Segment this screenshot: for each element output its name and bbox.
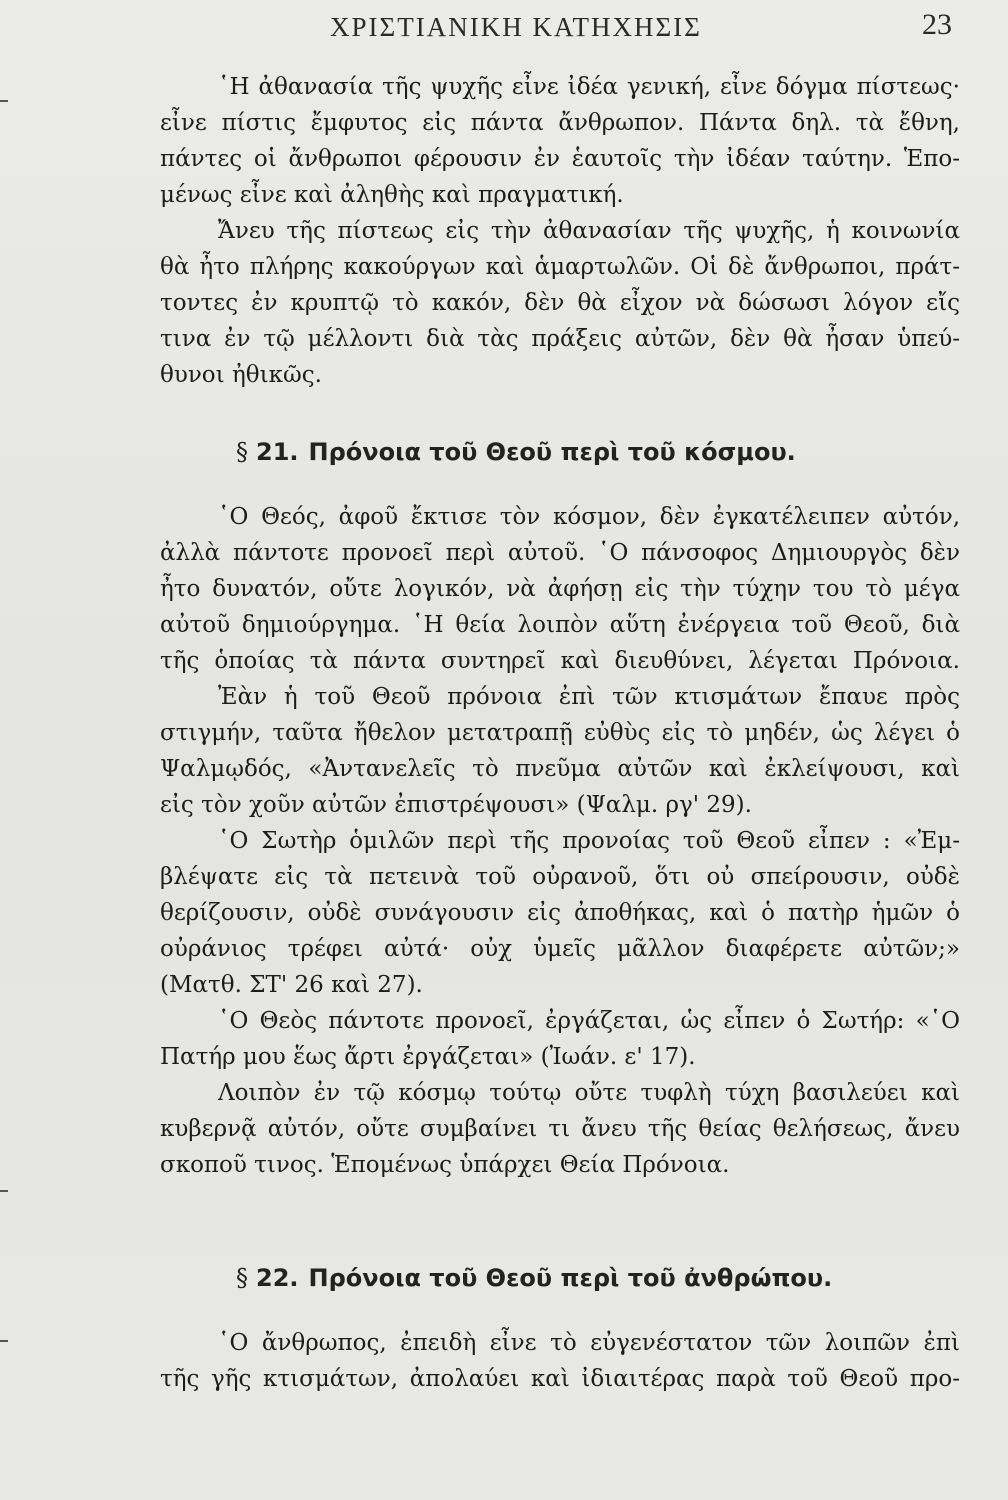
text-line: οὐράνιος τρέφει αὐτά· οὐχ ὑμεῖς μᾶλλον διαφέρετε αὐτῶν;»: [160, 936, 960, 962]
section-heading-21: [236, 432, 936, 472]
section-sign: §: [236, 438, 248, 466]
page-number: 23: [922, 8, 952, 41]
text-line: μένως εἶνε καὶ ἀληθὴς καὶ πραγματική.: [160, 182, 624, 208]
text-line: πάντες οἱ ἄνθρωποι φέρουσιν ἐν ἑαυτοῖς τὴν ἰδέαν ταύτην. Ἑπο-: [160, 146, 960, 172]
text-line: ῾Ο Σωτὴρ ὁμιλῶν περὶ τῆς προνοίας τοῦ Θεοῦ εἶπεν : «Ἐμ-: [218, 828, 960, 854]
running-title: ΧΡΙΣΤΙΑΝΙΚΗ ΚΑΤΗΧΗΣΙΣ: [330, 12, 702, 42]
text-line: τοντες ἐν κρυπτῷ τὸ κακόν, δὲν θὰ εἶχον νὰ δώσωσι λόγον εἴς: [160, 290, 960, 316]
section-title: Πρόνοια τοῦ Θεοῦ περὶ τοῦ κόσμου.: [308, 438, 796, 466]
text-line: εἶνε πίστις ἔμφυτος εἰς πάντα ἄνθρωπον. Πάντα δηλ. τὰ ἔθνη,: [160, 110, 960, 136]
section-number: 21.: [256, 438, 299, 466]
margin-mark: [0, 1190, 8, 1192]
text-line: Ψαλμῳδός, «Ἀντανελεῖς τὸ πνεῦμα αὐτῶν καὶ ἐκλείψουσι, καὶ: [160, 756, 960, 782]
text-line: εἰς τὸν χοῦν αὐτῶν ἐπιστρέψουσι» (Ψαλμ. ργ' 29).: [160, 792, 752, 818]
text-line: στιγμήν, ταῦτα ἤθελον μετατραπῇ εὐθὺς εἰς τὸ μηδέν, ὡς λέγει ὁ: [160, 720, 960, 746]
text-line: ῾Η ἀθανασία τῆς ψυχῆς εἶνε ἰδέα γενική, εἶνε δόγμα πίστεως·: [218, 74, 960, 100]
section-sign: §: [236, 1264, 248, 1292]
text-line: βλέψατε εἰς τὰ πετεινὰ τοῦ οὐρανοῦ, ὅτι οὐ σπείρουσιν, οὐδὲ: [160, 864, 960, 890]
text-line: ἦτο δυνατόν, οὔτε λογικόν, νὰ ἀφήσῃ εἰς τὴν τύχην του τὸ μέγα: [160, 576, 960, 602]
text-line: τῆς γῆς κτισμάτων, ἀπολαύει καὶ ἰδιαιτέρας παρὰ τοῦ Θεοῦ προ-: [160, 1366, 960, 1392]
page-header: [0, 8, 1008, 48]
text-line: σκοποῦ τινος. Ἑπομένως ὑπάρχει Θεία Πρόνοια.: [160, 1152, 730, 1178]
margin-mark: [0, 100, 8, 102]
section-title: Πρόνοια τοῦ Θεοῦ περὶ τοῦ ἀνθρώπου.: [308, 1264, 833, 1292]
text-line: ἀλλὰ πάντοτε προνοεῖ περὶ αὐτοῦ. ῾Ο πάνσοφος Δημιουργὸς δὲν: [160, 540, 960, 566]
text-line: αὐτοῦ δημιούργημα. ῾Η θεία λοιπὸν αὕτη ἐνέργεια τοῦ Θεοῦ, διὰ: [160, 612, 960, 638]
text-line: θυνοι ἠθικῶς.: [160, 362, 322, 388]
section-heading-22: [236, 1258, 936, 1298]
text-line: τινα ἐν τῷ μέλλοντι διὰ τὰς πράξεις αὐτῶν, δὲν θὰ ἦσαν ὑπεύ-: [160, 326, 960, 352]
section-number: 22.: [256, 1264, 299, 1292]
text-line: (Ματθ. ΣΤ' 26 καὶ 27).: [160, 972, 423, 998]
text-line: ῾Ο Θεός, ἀφοῦ ἔκτισε τὸν κόσμον, δὲν ἐγκατέλειπεν αὐτόν,: [218, 504, 960, 530]
text-line: ῾Ο ἄνθρωπος, ἐπειδὴ εἶνε τὸ εὐγενέστατον τῶν λοιπῶν ἐπὶ: [218, 1330, 960, 1356]
text-line: Ἄνευ τῆς πίστεως εἰς τὴν ἀθανασίαν τῆς ψυχῆς, ἡ κοινωνία: [218, 218, 960, 244]
text-line: Λοιπὸν ἐν τῷ κόσμῳ τούτῳ οὔτε τυφλὴ τύχη βασιλεύει καὶ: [218, 1080, 960, 1106]
text-line: ῾Ο Θεὸς πάντοτε προνοεῖ, ἐργάζεται, ὡς εἶπεν ὁ Σωτήρ: «῾Ο: [218, 1008, 960, 1034]
text-line: κυβερνᾷ αὐτόν, οὔτε συμβαίνει τι ἄνευ τῆς θείας θελήσεως, ἄνευ: [160, 1116, 960, 1142]
text-line: Ἐὰν ἡ τοῦ Θεοῦ πρόνοια ἐπὶ τῶν κτισμάτων ἔπαυε πρὸς: [218, 684, 960, 710]
margin-mark: [0, 1340, 8, 1342]
text-line: θερίζουσιν, οὐδὲ συνάγουσιν εἰς ἀποθήκας, καὶ ὁ πατὴρ ἡμῶν ὁ: [160, 900, 960, 926]
text-line: Πατήρ μου ἕως ἄρτι ἐργάζεται» (Ἰωάν. ε' 17).: [160, 1044, 696, 1070]
text-line: τῆς ὁποίας τὰ πάντα συντηρεῖ καὶ διευθύνει, λέγεται Πρόνοια.: [160, 648, 960, 674]
text-line: θὰ ἦτο πλήρης κακούργων καὶ ἁμαρτωλῶν. Οἱ δὲ ἄνθρωποι, πράτ-: [160, 254, 960, 280]
